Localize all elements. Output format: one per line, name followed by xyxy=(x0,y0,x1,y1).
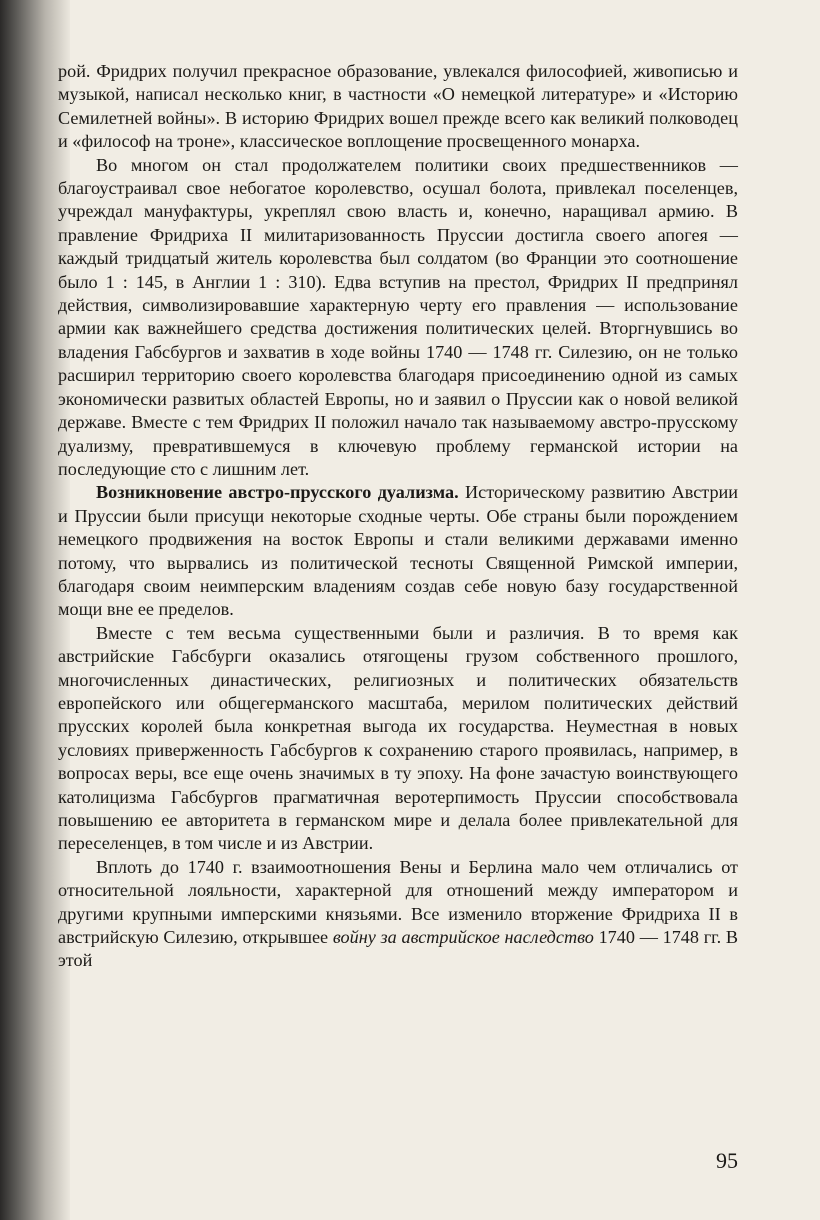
body-text xyxy=(58,60,738,973)
paragraph-5-text-before: Вплоть до 1740 г. взаимоотношения Вены и Берлина мало чем отличались от относительной лояльности, характерной для отношений между императором и другими крупными имперскими князьями. Все изменило вторжение Фридриха II в австрийскую Силезию, открывшее xyxy=(58,856,738,948)
book-page xyxy=(58,60,738,1220)
paragraph-5 xyxy=(58,856,738,973)
page-number: 95 xyxy=(716,1148,738,1173)
paragraph-4: Вместе с тем весьма существенными были и различия. В то время как австрийские Габсбурги оказались отягощены грузом собственного прошлого, многочисленных династических, религиозных и политических обязательств европейского или общегерманского масштаба, мерилом политических действий прусских королей была конкретная выгода их государства. Неуместная в новых условиях приверженность Габсбургов к сохранению старого проявилась, например, в вопросах веры, все еще очень значимых в ту эпоху. На фоне зачастую воинствующего католицизма Габсбургов прагматичная веротерпимость Пруссии способствовала повышению ее авторитета в германском мире и делала более привлекательной для переселенцев, в том числе и из Австрии. xyxy=(58,622,738,854)
paragraph-3 xyxy=(58,481,738,621)
italic-term: войну за австрийское наследство xyxy=(332,927,594,948)
paragraph-3-text: Историческому развитию Австрии и Пруссии были присущи некоторые сходные черты. Обе страны были порождением немецкого продвижения на восток Европы и стали великими державами именно потому, что вырвались из политической тесноты Священной Римской империи, благодаря своим неимперским владениям создав себе новую базу государственной мощи вне ее пределов. xyxy=(58,482,739,620)
paragraph-5-text-after: 1740 — 1748 гг. В этой xyxy=(58,927,738,971)
paragraph-1: рой. Фридрих получил прекрасное образование, увлекался философией, живописью и музыкой, написал несколько книг, в частности «О немецкой литературе» и «Историю Семилетней войны». В историю Фридрих вошел прежде всего как великий полководец и «философ на троне», классическое воплощение просвещенного монарха. xyxy=(58,61,738,152)
paragraph-2: Во многом он стал продолжателем политики своих предшественников — благоустраивал свое небогатое королевство, осушал болота, привлекал поселенцев, учреждал мануфактуры, укреплял свою власть и, конечно, наращивал армию. В правление Фридриха II милитаризованность Пруссии достигла своего апогея — каждый тридцатый житель королевства был солдатом (во Франции это соотношение было 1 : 145, в Англии 1 : 310). Едва вступив на престол, Фридрих II предпринял действия, символизировавшие характерную черту его правления — использование армии как важнейшего средства достижения политических целей. Вторгнувшись во владения Габсбургов и захватив в ходе войны 1740 — 1748 гг. Силезию, он не только расширил территорию своего королевства благодаря присоединению одной из самых экономически развитых областей Европы, но и заявил о Пруссии как о новой великой державе. Вместе с тем Фридрих II положил начало так называемому австро-прусскому дуализму, превратившемуся в ключевую проблему германской истории на последующие сто с лишним лет. xyxy=(58,154,738,479)
section-heading: Возникновение австро-прусского дуализма. xyxy=(96,482,459,503)
